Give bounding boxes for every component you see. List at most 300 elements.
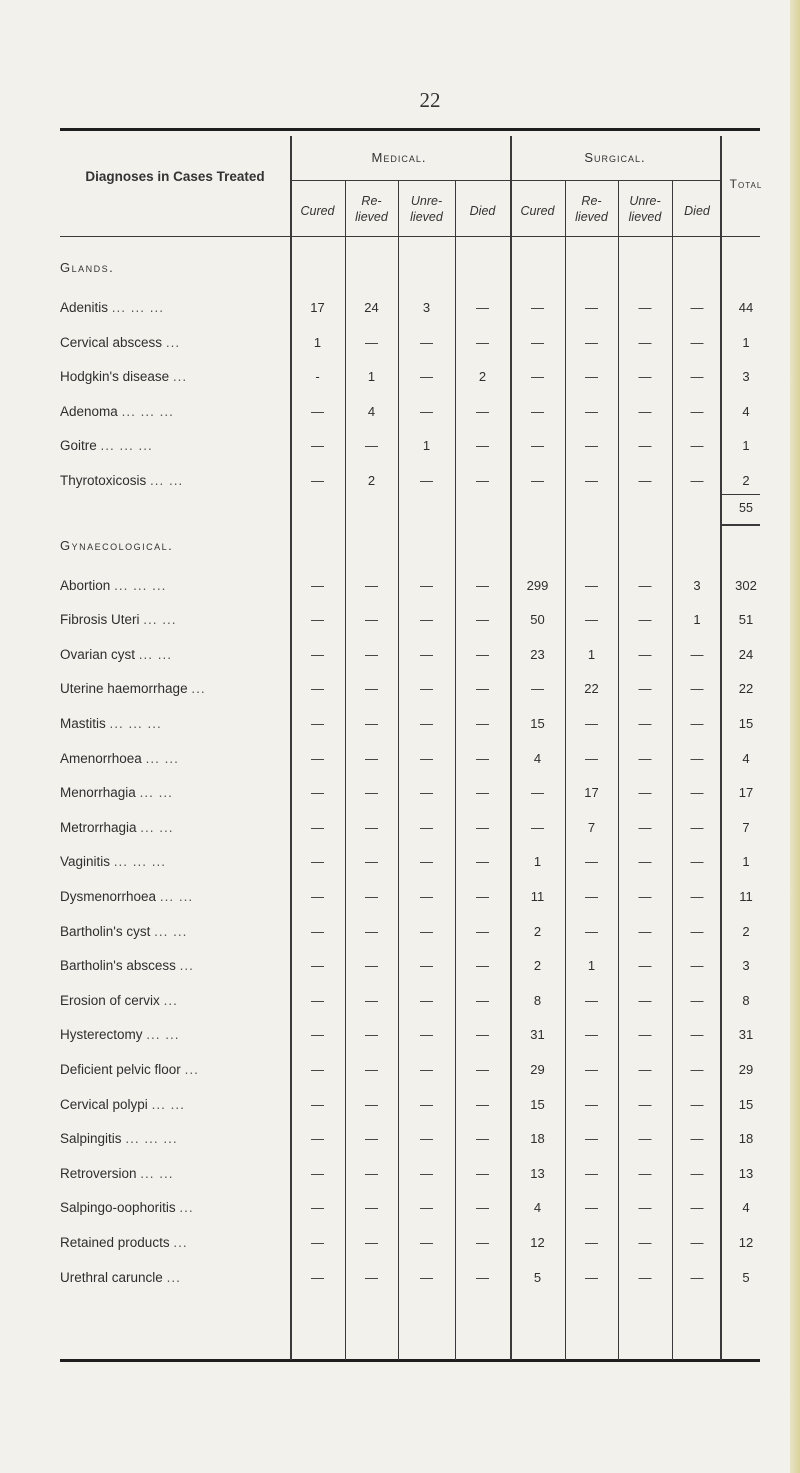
value-cell: 4	[533, 1200, 542, 1216]
value-cell: —	[585, 334, 598, 350]
total-cell: 15	[738, 1096, 754, 1112]
value-cell: —	[690, 785, 704, 801]
row-label	[60, 438, 292, 453]
value-cell: —	[476, 819, 489, 835]
row-label	[60, 404, 292, 419]
diagnosis-name: Salpingo-oophoritis	[60, 1200, 176, 1216]
value-cell: —	[690, 334, 704, 350]
row-label	[60, 854, 292, 869]
value-cell: 29	[530, 1062, 545, 1077]
value-cell: —	[585, 1235, 598, 1250]
value-cell: —	[476, 1131, 489, 1147]
value-cell: —	[476, 300, 489, 315]
value-cell: —	[476, 577, 489, 593]
leader-dots: ... ... ...	[113, 854, 167, 870]
value-cell: 1	[587, 646, 596, 662]
value-cell: 24	[364, 300, 379, 315]
diagnosis-name: Cervical abscess	[60, 334, 163, 350]
value-cell: —	[476, 334, 489, 350]
value-cell: —	[476, 785, 489, 801]
value-cell: —	[311, 1235, 324, 1250]
value-cell: —	[638, 612, 652, 628]
value-cell: —	[476, 992, 489, 1008]
value-cell: —	[531, 438, 544, 454]
value-cell: —	[476, 923, 489, 939]
row-label	[60, 1270, 292, 1285]
diagnosis-name: Erosion of cervix	[60, 992, 160, 1008]
value-cell: —	[311, 750, 324, 766]
total-cell: 302	[735, 577, 757, 593]
value-cell: —	[420, 1200, 433, 1216]
row-label	[60, 1097, 292, 1112]
value-cell: —	[311, 854, 324, 870]
value-cell: —	[311, 1062, 324, 1077]
value-cell: —	[585, 1200, 598, 1216]
subtotal-rule	[722, 524, 760, 526]
value-cell: —	[531, 300, 544, 315]
leader-dots: ... ...	[140, 819, 174, 835]
subtotal-rule	[722, 494, 760, 495]
value-cell: —	[690, 473, 704, 488]
value-cell: —	[690, 1269, 704, 1285]
total-cell: 13	[738, 1165, 754, 1181]
diagnosis-name: Adenitis	[60, 300, 109, 315]
row-label	[60, 1235, 292, 1250]
leader-dots: ... ...	[139, 785, 173, 801]
value-cell: —	[690, 1096, 704, 1112]
value-cell: —	[365, 1269, 378, 1285]
leader-dots: ... ...	[150, 473, 184, 488]
total-cell: 4	[742, 750, 750, 766]
value-cell: —	[365, 1096, 378, 1112]
leader-dots: ...	[165, 334, 181, 350]
value-cell: —	[638, 681, 652, 697]
value-cell: —	[365, 612, 378, 628]
surgical-header: Surgical.	[584, 150, 646, 165]
value-cell: 1	[533, 854, 542, 870]
value-cell: 2	[533, 958, 542, 974]
table-bottom-rule	[60, 1359, 760, 1362]
value-cell: 50	[530, 612, 545, 628]
row-label	[60, 1166, 292, 1181]
value-cell: —	[311, 785, 324, 801]
diagnosis-name: Amenorrhoea	[60, 750, 142, 766]
diagnosis-name: Salpingitis	[60, 1131, 122, 1147]
total-cell: 22	[738, 681, 754, 697]
value-cell: —	[638, 889, 652, 904]
subheader-medical-re-lieved: Re- lieved	[355, 194, 388, 224]
leader-dots: ... ... ...	[114, 577, 167, 593]
value-cell: —	[585, 473, 598, 488]
value-cell: —	[476, 889, 489, 904]
row-label	[60, 993, 292, 1008]
value-cell: —	[420, 334, 433, 350]
value-cell: —	[365, 646, 378, 662]
value-cell: —	[420, 889, 433, 904]
value-cell: —	[311, 577, 324, 593]
row-label	[60, 369, 292, 384]
value-cell: —	[638, 923, 652, 939]
value-cell: —	[420, 716, 433, 731]
value-cell: —	[585, 438, 598, 454]
section-title: Glands.	[60, 260, 115, 275]
value-cell: —	[638, 1235, 652, 1250]
value-cell: —	[476, 958, 489, 974]
value-cell: —	[476, 612, 489, 628]
value-cell: —	[311, 1027, 324, 1043]
leader-dots: ... ...	[143, 612, 177, 628]
diagnosis-name: Retroversion	[60, 1165, 137, 1181]
value-cell: —	[420, 923, 433, 939]
diagnosis-name: Dysmenorrhoea	[60, 889, 157, 904]
leader-dots: ... ... ...	[109, 716, 162, 731]
value-cell: —	[476, 1096, 489, 1112]
row-label	[60, 889, 292, 904]
value-cell: —	[311, 438, 324, 454]
row-label	[60, 578, 292, 593]
row-label	[60, 647, 292, 662]
value-cell: 15	[530, 1096, 545, 1112]
section-title: Gynaecological.	[60, 537, 174, 553]
value-cell: 13	[530, 1165, 545, 1181]
diagnosis-name: Adenoma	[60, 403, 118, 419]
value-cell: —	[638, 785, 652, 801]
row-label	[60, 1027, 292, 1042]
value-cell: —	[585, 612, 598, 628]
value-cell: 2	[478, 369, 487, 385]
value-cell: —	[638, 854, 652, 870]
row-label	[60, 1062, 292, 1077]
value-cell: —	[420, 1269, 433, 1285]
value-cell: —	[638, 1027, 652, 1043]
value-cell: —	[365, 958, 378, 974]
value-cell: —	[638, 369, 652, 385]
value-cell: —	[476, 1269, 489, 1285]
value-cell: —	[690, 923, 704, 939]
value-cell: —	[420, 1062, 433, 1077]
value-cell: 11	[530, 889, 545, 904]
value-cell: —	[476, 403, 489, 419]
value-cell: —	[311, 1200, 324, 1216]
value-cell: —	[585, 889, 598, 904]
diagnosis-name: Hysterectomy	[60, 1027, 143, 1043]
leader-dots: ... ... ...	[125, 1131, 178, 1147]
column-divider	[345, 181, 346, 1360]
value-cell: —	[476, 1027, 489, 1043]
value-cell: —	[420, 369, 433, 385]
value-cell: —	[585, 403, 598, 419]
leader-dots: ...	[166, 1269, 181, 1285]
leader-dots: ...	[179, 1200, 194, 1216]
total-header: Total	[729, 177, 763, 191]
row-label	[60, 335, 292, 350]
value-cell: —	[585, 854, 598, 870]
value-cell: 8	[533, 992, 542, 1008]
value-cell: —	[311, 1131, 324, 1147]
total-cell: 12	[738, 1235, 754, 1250]
total-cell: 5	[742, 1269, 750, 1285]
value-cell: —	[531, 403, 544, 419]
value-cell: —	[420, 1165, 433, 1181]
value-cell: —	[420, 1235, 433, 1250]
value-cell: —	[476, 1200, 489, 1216]
value-cell: —	[531, 681, 544, 697]
value-cell: —	[638, 958, 652, 974]
leader-dots: ... ...	[159, 889, 194, 904]
value-cell: 5	[533, 1269, 542, 1285]
value-cell: —	[690, 819, 704, 835]
value-cell: —	[311, 473, 324, 488]
value-cell: —	[690, 1200, 704, 1216]
page-number: 22	[419, 88, 441, 112]
value-cell: —	[311, 716, 324, 731]
value-cell: —	[365, 716, 378, 731]
value-cell: —	[585, 577, 598, 593]
value-cell: 23	[530, 646, 545, 662]
value-cell: 18	[530, 1131, 545, 1147]
value-cell: —	[690, 403, 704, 419]
value-cell: —	[585, 1096, 598, 1112]
value-cell: —	[476, 716, 489, 731]
value-cell: —	[690, 646, 704, 662]
value-cell: —	[365, 1027, 378, 1043]
value-cell: —	[585, 1062, 598, 1077]
value-cell: —	[311, 1165, 324, 1181]
leader-dots: ... ...	[154, 923, 188, 939]
value-cell: —	[420, 681, 433, 697]
value-cell: 1	[422, 438, 431, 454]
diagnosis-name: Thyrotoxicosis	[60, 473, 147, 488]
value-cell: 17	[584, 785, 599, 801]
value-cell: —	[638, 473, 652, 488]
total-cell: 2	[742, 473, 750, 488]
value-cell: —	[690, 1062, 704, 1077]
leader-dots: ...	[179, 958, 194, 974]
value-cell: —	[420, 785, 433, 801]
value-cell: 1	[587, 958, 596, 974]
leader-dots: ...	[191, 681, 206, 697]
value-cell: —	[638, 403, 652, 419]
header-bottom-line	[60, 236, 760, 237]
value-cell: —	[638, 992, 652, 1008]
row-label	[60, 300, 292, 315]
diagnosis-name: Deficient pelvic floor	[60, 1062, 181, 1077]
value-cell: —	[476, 1165, 489, 1181]
value-cell: —	[365, 992, 378, 1008]
row-label	[60, 1131, 292, 1146]
diagnosis-name: Metrorrhagia	[60, 819, 137, 835]
value-cell: —	[420, 612, 433, 628]
value-cell: —	[420, 1027, 433, 1043]
value-cell: 1	[313, 334, 322, 350]
value-cell: —	[690, 889, 704, 904]
total-cell: 3	[742, 958, 750, 974]
value-cell: —	[311, 1269, 324, 1285]
total-cell: 1	[742, 854, 750, 870]
value-cell: —	[476, 750, 489, 766]
total-cell: 4	[742, 403, 750, 419]
diagnosis-name: Menorrhagia	[60, 785, 136, 801]
value-cell: —	[420, 577, 433, 593]
diagnosis-name: Retained products	[60, 1235, 170, 1250]
value-cell: —	[311, 403, 324, 419]
value-cell: 299	[526, 577, 549, 593]
leader-dots: ...	[163, 992, 178, 1008]
total-cell: 7	[742, 819, 750, 835]
total-cell: 31	[738, 1027, 754, 1043]
value-cell: —	[365, 785, 378, 801]
value-cell: 4	[367, 403, 376, 419]
value-cell: —	[638, 1062, 652, 1077]
leader-dots: ... ...	[151, 1096, 185, 1112]
value-cell: —	[365, 681, 378, 697]
value-cell: —	[585, 300, 598, 315]
value-cell: 22	[584, 681, 599, 697]
diagnosis-name: Ovarian cyst	[60, 646, 136, 662]
value-cell: 12	[530, 1235, 545, 1250]
value-cell: 3	[422, 300, 431, 315]
value-cell: —	[420, 646, 433, 662]
total-cell: 29	[738, 1062, 754, 1077]
value-cell: —	[585, 750, 598, 766]
value-cell: —	[638, 438, 652, 454]
value-cell: —	[638, 577, 652, 593]
value-cell: —	[585, 1165, 598, 1181]
value-cell: —	[531, 334, 544, 350]
total-cell: 4	[742, 1200, 750, 1216]
subheader-surgical-unre-lieved: Unre- lieved	[628, 194, 662, 224]
value-cell: —	[690, 992, 704, 1008]
leader-dots: ... ...	[140, 1165, 174, 1181]
value-cell: —	[531, 785, 544, 801]
value-cell: —	[476, 1062, 489, 1077]
value-cell: —	[476, 854, 489, 870]
value-cell: —	[311, 646, 324, 662]
value-cell: —	[420, 854, 433, 870]
diagnosis-name: Fibrosis Uteri	[60, 612, 140, 628]
total-cell: 24	[738, 646, 754, 662]
subheader-surgical-died: Died	[684, 204, 710, 218]
group-header-divider	[290, 180, 722, 181]
leader-dots: ...	[184, 1062, 199, 1077]
value-cell: —	[638, 1096, 652, 1112]
value-cell: —	[638, 1131, 652, 1147]
diagnoses-header: Diagnoses in Cases Treated	[85, 169, 265, 184]
value-cell: —	[476, 646, 489, 662]
value-cell: —	[365, 1200, 378, 1216]
value-cell: —	[585, 923, 598, 939]
row-label	[60, 751, 292, 766]
diagnosis-name: Mastitis	[60, 716, 106, 731]
column-divider	[618, 181, 619, 1360]
value-cell: -	[315, 369, 320, 385]
diagnosis-name: Urethral caruncle	[60, 1269, 163, 1285]
row-label	[60, 612, 292, 627]
value-cell: —	[311, 958, 324, 974]
value-cell: —	[476, 681, 489, 697]
value-cell: —	[638, 334, 652, 350]
value-cell: —	[638, 819, 652, 835]
subheader-medical-unre-lieved: Unre- lieved	[410, 194, 443, 224]
value-cell: —	[365, 1131, 378, 1147]
value-cell: —	[690, 438, 704, 454]
value-cell: 31	[530, 1027, 545, 1043]
value-cell: —	[690, 1027, 704, 1043]
value-cell: —	[420, 992, 433, 1008]
value-cell: 15	[530, 716, 545, 731]
value-cell: —	[365, 819, 378, 835]
value-cell: —	[638, 1165, 652, 1181]
leader-dots: ... ...	[145, 750, 179, 766]
value-cell: —	[690, 1235, 704, 1250]
total-cell: 15	[738, 716, 754, 731]
value-cell: —	[638, 1200, 652, 1216]
value-cell: —	[365, 577, 378, 593]
total-cell: 2	[742, 923, 750, 939]
value-cell: —	[476, 473, 489, 488]
value-cell: —	[476, 438, 489, 454]
value-cell: —	[690, 716, 704, 731]
diagnosis-name: Cervical polypi	[60, 1096, 148, 1112]
value-cell: —	[690, 369, 704, 385]
diagnosis-name: Vaginitis	[60, 854, 111, 870]
value-cell: 1	[367, 369, 376, 385]
value-cell: —	[311, 992, 324, 1008]
diagnosis-name: Bartholin's abscess	[60, 958, 176, 974]
value-cell: —	[311, 923, 324, 939]
value-cell: 1	[693, 612, 701, 628]
column-divider	[565, 181, 566, 1360]
total-cell: 1	[742, 334, 750, 350]
column-divider	[398, 181, 399, 1360]
value-cell: —	[585, 1131, 598, 1147]
value-cell: —	[365, 889, 378, 904]
diagnosis-name: Goitre	[60, 438, 97, 454]
value-cell: —	[585, 1027, 598, 1043]
value-cell: —	[585, 992, 598, 1008]
total-cell: 3	[742, 369, 750, 385]
value-cell: —	[585, 369, 598, 385]
value-cell: —	[365, 1165, 378, 1181]
value-cell: —	[638, 300, 652, 315]
value-cell: —	[585, 1269, 598, 1285]
value-cell: —	[690, 854, 704, 870]
value-cell: —	[690, 958, 704, 974]
value-cell: —	[311, 612, 324, 628]
value-cell: —	[420, 958, 433, 974]
diagnosis-name: Hodgkin's disease	[60, 369, 170, 385]
value-cell: —	[638, 1269, 652, 1285]
table-top-rule	[60, 128, 760, 131]
value-cell: —	[420, 473, 433, 488]
column-divider	[455, 181, 456, 1360]
value-cell: 7	[587, 819, 596, 835]
row-label	[60, 958, 292, 973]
leader-dots: ... ... ...	[111, 300, 165, 315]
value-cell: —	[311, 681, 324, 697]
value-cell: —	[531, 819, 544, 835]
subheader-surgical-re-lieved: Re- lieved	[575, 194, 608, 224]
total-cell: 44	[738, 300, 754, 315]
value-cell: 3	[693, 577, 701, 593]
total-cell: 18	[738, 1131, 754, 1147]
column-divider	[672, 181, 673, 1360]
value-cell: —	[638, 750, 652, 766]
value-cell: —	[420, 819, 433, 835]
value-cell: —	[690, 1165, 704, 1181]
row-label	[60, 473, 292, 488]
value-cell: 17	[310, 300, 325, 315]
